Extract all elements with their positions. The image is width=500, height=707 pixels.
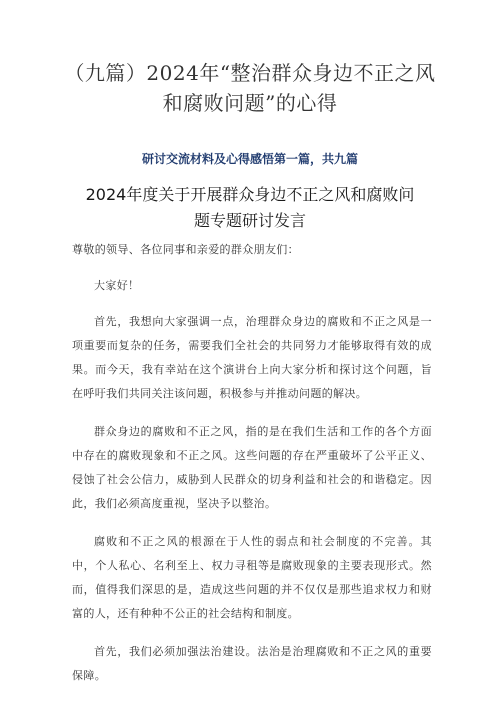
document-title (40, 58, 460, 118)
section-title-line-1: 2024年度关于开展群众身边不正之风和腐败问 (85, 185, 415, 204)
paragraph-4: 首先，我们必须加强法治建设。法治是治理腐败和不正之风的重要保障。 (72, 645, 432, 682)
paragraph-2: 群众身边的腐败和不正之风，指的是在我们生活和工作的各个方面中存在的腐败现象和不正之风。这些问题的存在严重破坏了公平正义、侵蚀了社会公信力，威胁到人民群众的切身利益和社会的和谐稳定。因此，我们必须高度重视，坚决予以整治。 (72, 425, 432, 510)
section-title-line-2: 题专题研讨发言 (193, 211, 306, 230)
document-title-line-1: （九篇）2024年“整治群众身边不正之风 (64, 61, 436, 85)
greeting: 大家好！ (94, 279, 140, 292)
paragraph-1: 首先，我想向大家强调一点，治理群众身边的腐败和不正之风是一项重要而复杂的任务，需要我们全社会的共同努力才能够取得有效的成果。而今天，我有幸站在这个演讲台上向大家分析和探讨这个问题，旨在呼吁我们共同关注该问题，积极参与并推动问题的解决。 (72, 315, 432, 400)
paragraph-3: 腐败和不正之风的根源在于人性的弱点和社会制度的不完善。其中，个人私心、名利至上、权力寻租等是腐败现象的主要表现形式。然而，值得我们深思的是，造成这些问题的并不仅仅是那些追求权力和财富的人，还有种种不公正的社会结构和制度。 (72, 535, 432, 620)
document-subtitle: 研讨交流材料及心得感悟第一篇，共九篇 (141, 152, 358, 166)
document-title-line-2: 和腐败问题”的心得 (162, 91, 338, 115)
salutation: 尊敬的领导、各位同事和亲爱的群众朋友们： (72, 243, 299, 256)
document-body (72, 238, 432, 702)
section-title (60, 182, 440, 234)
